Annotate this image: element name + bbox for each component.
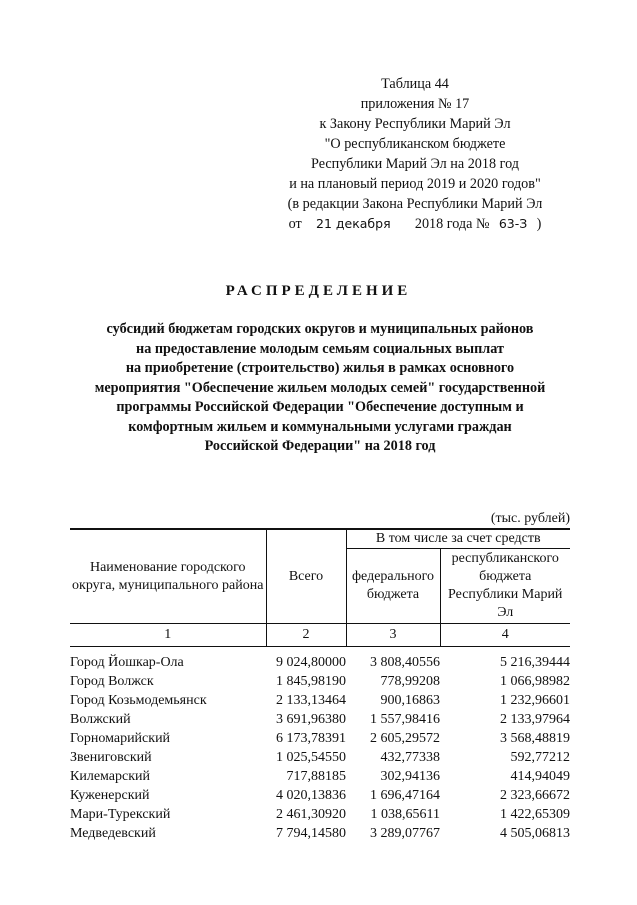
federal-value: 1 557,98416 (370, 712, 440, 727)
total-value: 3 691,96380 (276, 712, 346, 727)
units-label: (тыс. рублей) (490, 511, 570, 526)
republic-value: 4 505,06813 (500, 826, 570, 841)
federal-value: 778,99208 (380, 674, 440, 689)
federal-value: 2 605,29572 (370, 731, 440, 746)
municipality-name: Куженерский (70, 788, 150, 803)
subtitle-line: субсидий бюджетам городских округов и муниципальных районов (106, 321, 534, 337)
appendix-header (250, 74, 580, 234)
republic-value: 1 422,65309 (500, 807, 570, 822)
table-row (70, 805, 570, 824)
republic-value: 3 568,48819 (500, 731, 570, 746)
municipality-name: Горномарийский (70, 731, 171, 746)
table-row (70, 653, 570, 672)
header-line: Республики Марий Эл на 2018 год (311, 156, 519, 172)
republic-value: 414,94049 (510, 769, 570, 784)
date-day-month: 21 декабря (316, 216, 391, 231)
header-line: (в редакции Закона Республики Марий Эл (287, 196, 543, 212)
subsidy-distribution-table (70, 528, 570, 843)
header-line: приложения № 17 (360, 96, 470, 112)
republic-value: 5 216,39444 (500, 655, 570, 670)
col-header-group: В том числе за счет средств (346, 529, 570, 549)
total-value: 717,88185 (286, 769, 346, 784)
table-row (70, 824, 570, 843)
total-value: 6 173,78391 (276, 731, 346, 746)
republic-value: 1 066,98982 (500, 674, 570, 689)
table-row (70, 672, 570, 691)
total-value: 1 845,98190 (276, 674, 346, 689)
municipality-name: Мари-Турекский (70, 807, 171, 822)
municipality-name: Звениговский (70, 750, 152, 765)
municipality-name: Город Козьмодемьянск (70, 693, 207, 708)
federal-value: 900,16863 (380, 693, 440, 708)
table-row (70, 691, 570, 710)
col-header-name: Наименование городского округа, муниципального района (70, 529, 266, 624)
federal-value: 3 289,07767 (370, 826, 440, 841)
col-header-total: Всего (266, 529, 346, 624)
amendment-date-line (250, 214, 580, 234)
total-value: 1 025,54550 (276, 750, 346, 765)
subtitle-line: на предоставление молодым семьям социальных выплат (136, 340, 504, 357)
federal-value: 3 808,40556 (370, 655, 440, 670)
total-value: 9 024,80000 (276, 655, 346, 670)
municipality-name: Город Йошкар-Ола (70, 655, 184, 670)
law-number: 63-З (498, 216, 528, 231)
col-number: 2 (266, 624, 346, 647)
col-number: 3 (346, 624, 440, 647)
subtitle-line: мероприятия "Обеспечение жильем молодых семей" государственной (94, 379, 546, 396)
total-value: 2 461,30920 (276, 807, 346, 822)
date-prefix: от (288, 216, 302, 232)
table-row (70, 767, 570, 786)
federal-value: 432,77338 (380, 750, 440, 765)
subtitle-line: программы Российской Федерации "Обеспечение доступным и (116, 399, 524, 415)
header-line: к Закону Республики Марий Эл (319, 116, 511, 132)
subtitle-line: на приобретение (строительство) жилья в рамках основного (125, 360, 515, 376)
federal-value: 302,94136 (380, 769, 440, 784)
federal-value: 1 038,65611 (370, 807, 440, 822)
total-value: 7 794,14580 (276, 826, 346, 841)
col-number: 1 (70, 624, 266, 647)
table-row (70, 786, 570, 805)
table-row (70, 729, 570, 748)
header-line: и на плановый период 2019 и 2020 годов" (289, 176, 541, 192)
republic-value: 592,77212 (510, 750, 570, 765)
municipality-name: Медведевский (70, 826, 156, 841)
document-title: РАСПРЕДЕЛЕНИЕ (225, 283, 412, 299)
municipality-name: Волжский (70, 712, 131, 727)
republic-value: 1 232,96601 (500, 693, 570, 708)
municipality-name: Килемарский (70, 769, 151, 784)
header-line: Таблица 44 (381, 76, 449, 92)
col-header-federal: федерального бюджета (346, 549, 440, 624)
document-subtitle (60, 320, 580, 457)
date-year: 2018 года № (414, 216, 490, 232)
total-value: 2 133,13464 (276, 693, 346, 708)
col-number: 4 (440, 624, 570, 647)
federal-value: 1 696,47164 (370, 788, 440, 803)
subtitle-line: Российской Федерации" на 2018 год (204, 438, 436, 454)
municipality-name: Город Волжск (70, 674, 154, 689)
republic-value: 2 133,97964 (500, 712, 570, 727)
header-line: "О республиканском бюджете (324, 136, 506, 152)
republic-value: 2 323,66672 (500, 788, 570, 803)
table-row (70, 748, 570, 767)
total-value: 4 020,13836 (276, 788, 346, 803)
col-header-republic: республиканского бюджета Республики Марий Эл (440, 549, 570, 624)
table-row (70, 710, 570, 729)
subtitle-line: комфортным жильем и коммунальными услугами граждан (128, 418, 512, 435)
date-close: ) (536, 216, 542, 232)
